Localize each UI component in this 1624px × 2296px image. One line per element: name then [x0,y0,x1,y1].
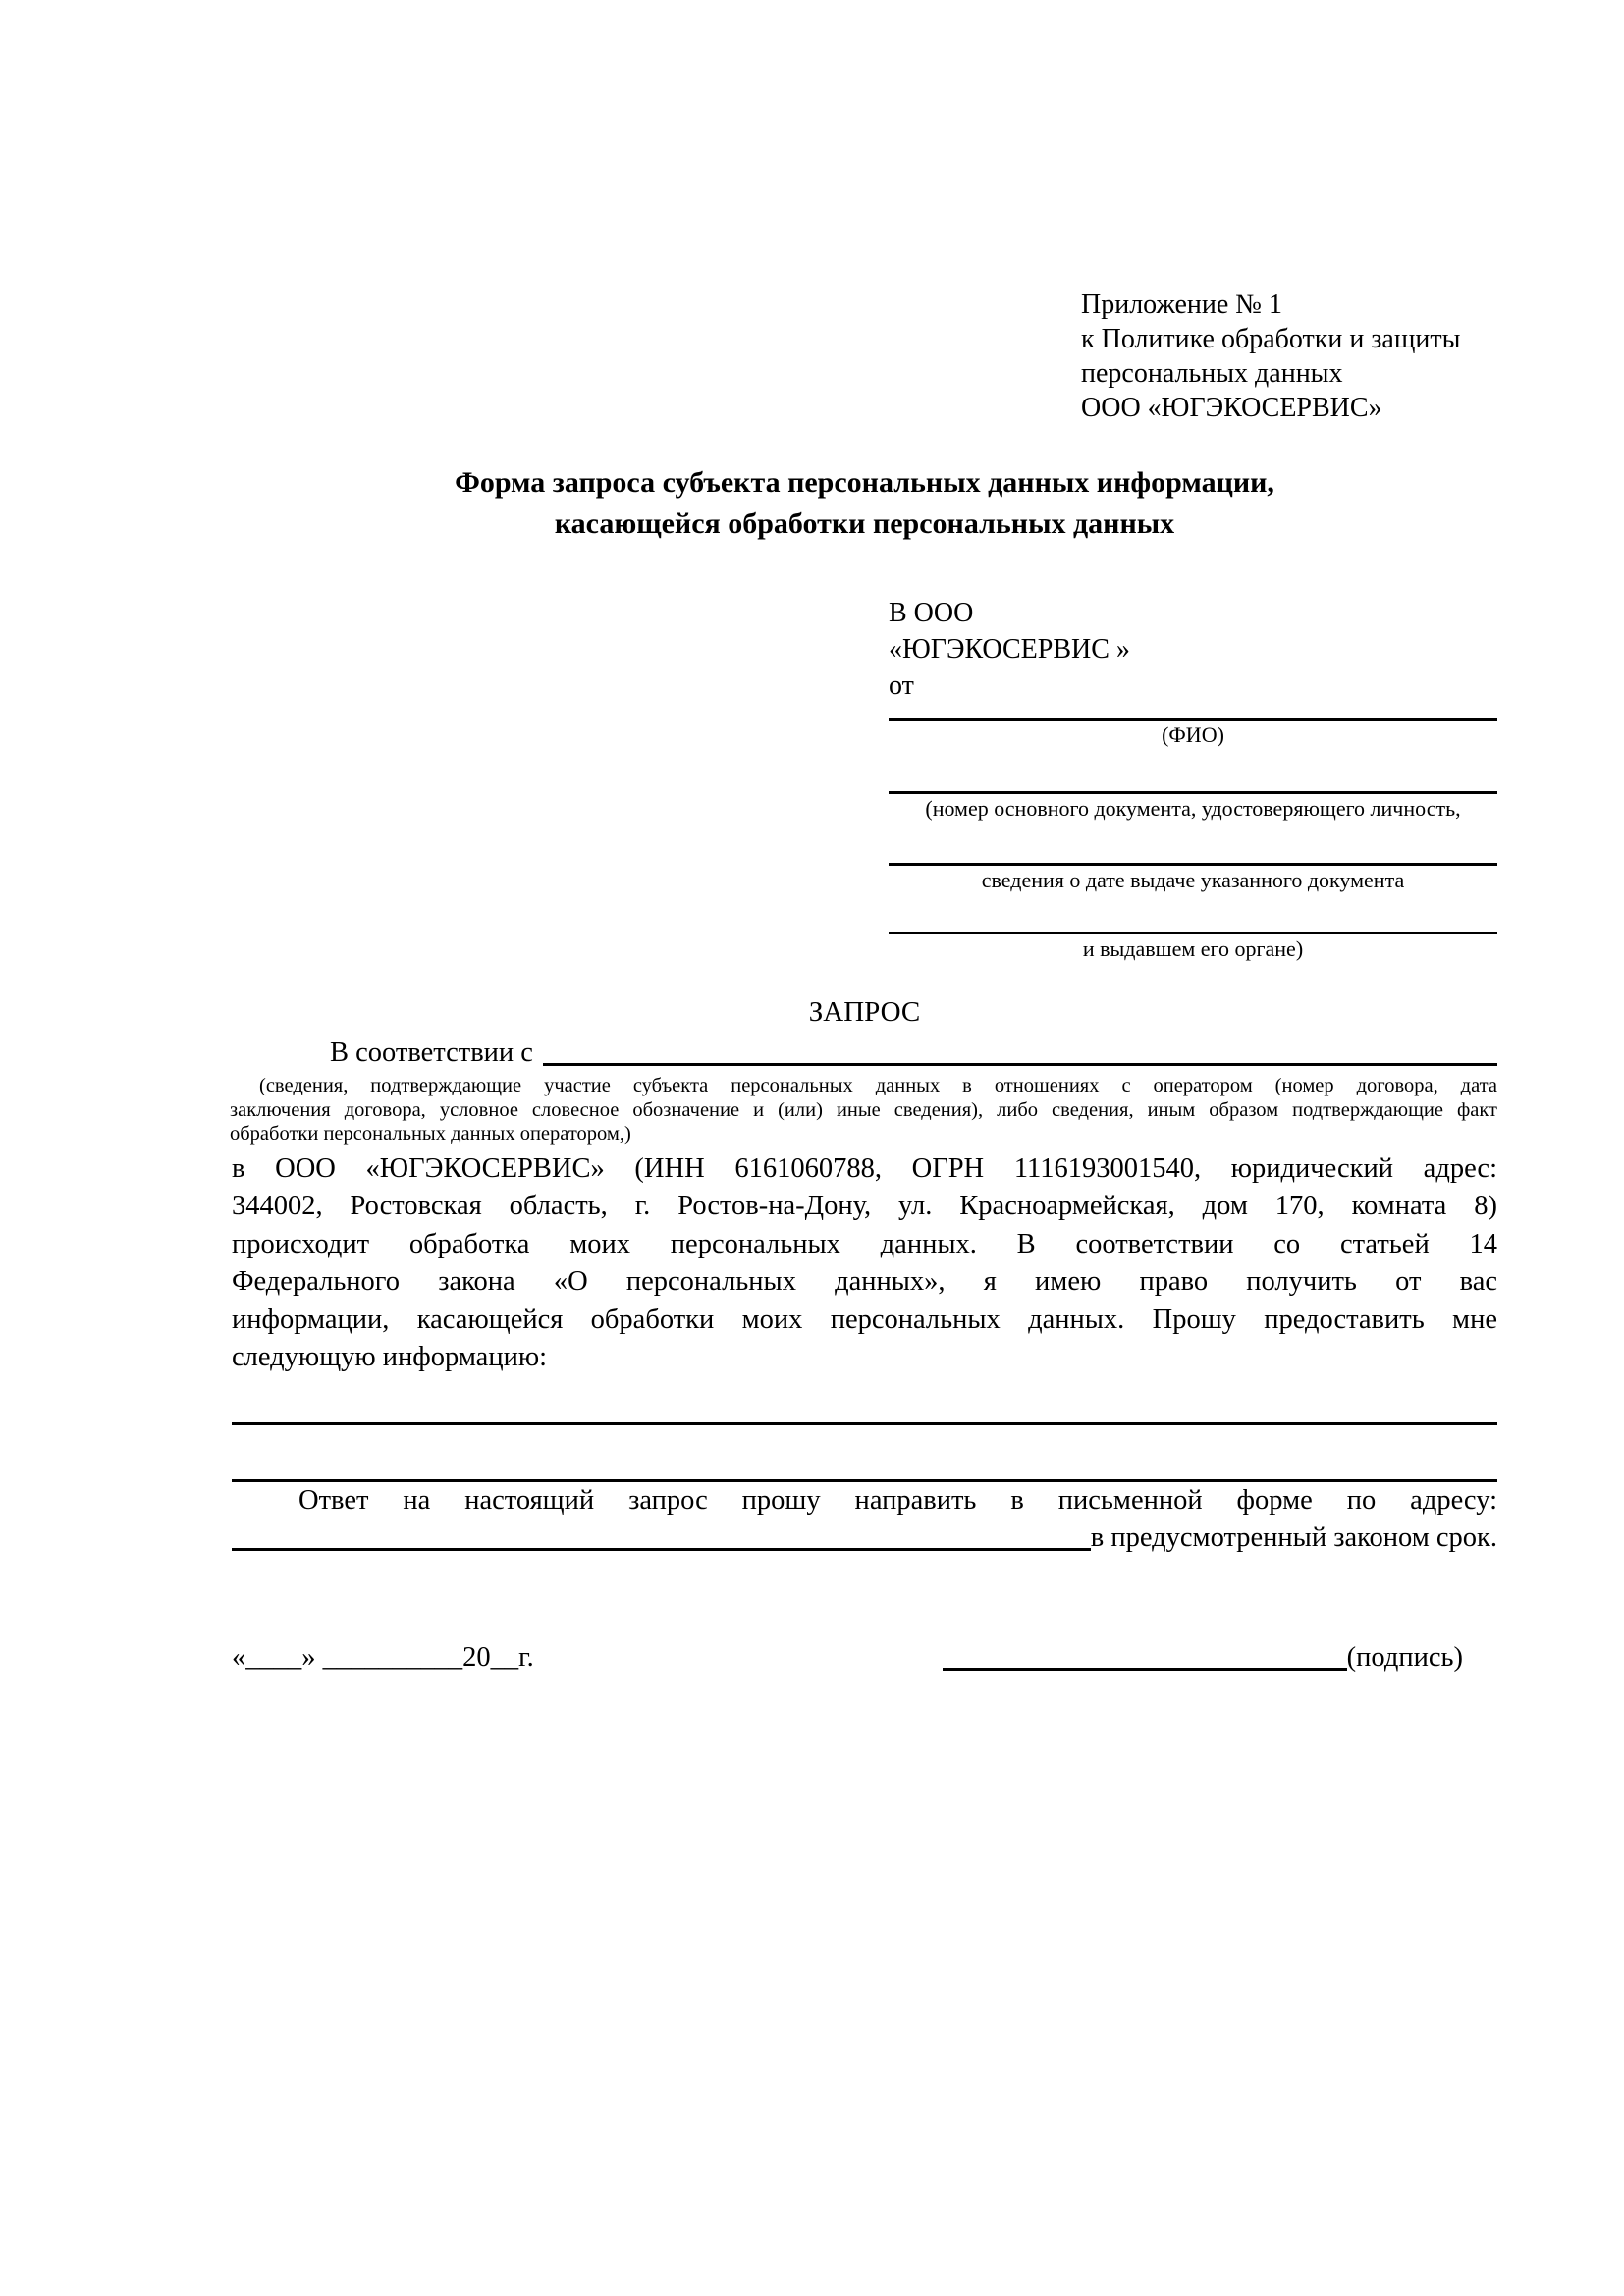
request-heading: ЗАПРОС [808,996,921,1028]
issue-date-caption: сведения о дате выдаче указанного документа [981,868,1405,892]
doc-number-caption: (номер основного документа, удостоверяющего личность, [925,796,1461,821]
intro-prefix-label: В соответствии с [330,1038,533,1068]
fio-blank-line [889,718,1497,721]
body-line: происходит обработка моих персональных данных. В соответствии со статьей 14 [232,1228,1497,1259]
appendix-line-1: Приложение № 1 [1081,290,1282,320]
answer-sentence-line: Ответ на настоящий запрос прошу направить в письменной форме по адресу: [298,1485,1497,1516]
fine-print-line-2: заключения договора, условное словесное обозначение и (или) иные сведения), либо сведения, иным образом подтверждающие факт [230,1098,1497,1121]
title-line-1: Форма запроса субъекта персональных данных информации, [455,466,1274,499]
body-line: следующую информацию: [232,1342,548,1373]
body-line: Федерального закона «О персональных данных», я имею право получить от вас [232,1266,1497,1298]
request-body-paragraph [232,1150,1497,1376]
info-blank-line-1 [232,1422,1497,1425]
title-line-2: касающейся обработки персональных данных [554,507,1175,540]
issue-org-blank-line [889,932,1497,934]
body-line: информации, касающейся обработки моих персональных данных. Прошу предоставить мне [232,1304,1497,1335]
date-placeholder: «____» __________20__г. [232,1642,534,1673]
answer-tail-label: в предусмотренный законом срок. [1090,1522,1497,1553]
issue-org-caption: и выдавшем его органе) [1082,936,1304,961]
appendix-header [1081,288,1460,425]
from-label: от [889,670,914,701]
fine-print-note [230,1074,1497,1147]
addressee-block [889,595,1497,962]
intro-line [232,1035,1497,1072]
body-line: в ООО «ЮГЭКОСЕРВИС» (ИНН 6161060788, ОГРН 1116193001540, юридический адрес: [232,1153,1497,1184]
address-blank-line [232,1520,1091,1551]
signature-area [943,1639,1463,1677]
appendix-line-3: персональных данных [1081,358,1343,389]
signature-caption: (подпись) [1346,1642,1463,1673]
appendix-line-4: ООО «ЮГЭКОСЕРВИС» [1081,393,1382,423]
fio-caption: (ФИО) [1162,722,1224,747]
answer-address-line [232,1520,1497,1557]
date-signature-row [232,1639,1497,1677]
fine-print-line-1: (сведения, подтверждающие участие субъекта персональных данных в отношениях с оператором (номер договора, дата [259,1075,1497,1096]
body-line: 344002, Ростовская область, г. Ростов-на-Дону, ул. Красноармейская, дом 170, комната 8) [232,1191,1497,1222]
issue-date-blank-line [889,863,1497,866]
document-title [232,462,1497,545]
intro-blank-line [543,1035,1497,1066]
appendix-line-2: к Политике обработки и защиты [1081,324,1461,354]
org-name-line-2: «ЮГЭКОСЕРВИС » [889,634,1130,665]
org-name-line-1: В ООО [889,598,974,628]
fine-print-line-3: обработки персональных данных оператором,) [230,1123,631,1145]
signature-blank-line [943,1639,1347,1671]
doc-number-blank-line [889,791,1497,794]
